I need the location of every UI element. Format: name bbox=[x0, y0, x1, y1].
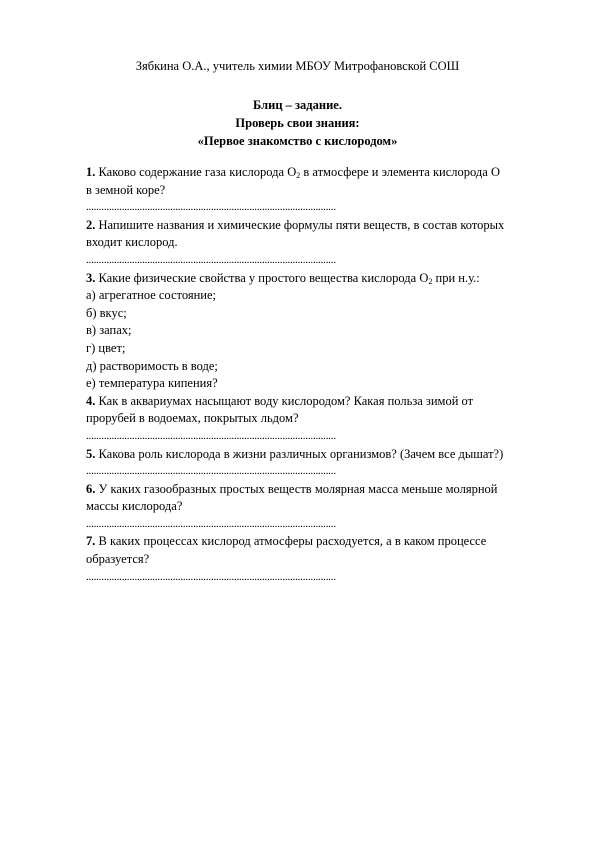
question-4-line-1 bbox=[86, 393, 556, 411]
question-text: В каких процессах кислород атмосферы расходуется, а в каком процессе bbox=[95, 534, 487, 549]
question-text: У каких газообразных простых веществ молярная масса меньше молярной bbox=[95, 481, 498, 496]
question-text: Какие физические свойства у простого вещества кислорода О bbox=[95, 270, 429, 285]
question-number: 1. bbox=[86, 165, 96, 179]
title-line-3: «Первое знакомство с кислородом» bbox=[197, 134, 398, 148]
question-7 bbox=[86, 533, 556, 586]
answer-line-1[interactable]: .................................................................................................. bbox=[86, 201, 336, 214]
question-text: Каково содержание газа кислорода О bbox=[95, 165, 297, 179]
answer-line-5[interactable]: .................................................................................................. bbox=[86, 465, 336, 478]
question-text: Как в аквариумах насыщают воду кислородом? Какая польза зимой от bbox=[95, 393, 474, 408]
question-6-line-1 bbox=[86, 481, 556, 499]
question-3-line-1 bbox=[86, 270, 556, 288]
answer-line-2[interactable]: .................................................................................................. bbox=[86, 253, 336, 266]
question-6-line-2: массы кислорода? bbox=[86, 499, 183, 514]
author-header: Зябкина О.А., учитель химии МБОУ Митрофановской СОШ bbox=[135, 59, 460, 73]
question-3 bbox=[86, 270, 556, 393]
question-3-item-c: в) запах; bbox=[86, 323, 132, 338]
question-text: Напишите названия и химические формулы пяти веществ, в состав которых bbox=[95, 217, 505, 232]
subscript: 2 bbox=[428, 276, 433, 286]
question-number: 6. bbox=[86, 481, 96, 496]
question-3-item-d: г) цвет; bbox=[86, 340, 126, 355]
subscript: 2 bbox=[296, 171, 301, 180]
questions-list bbox=[86, 164, 556, 586]
question-7-line-1 bbox=[86, 533, 556, 551]
question-3-item-f: е) температура кипения? bbox=[86, 376, 218, 391]
question-text: Какова роль кислорода в жизни различных организмов? (Зачем все дышат?) bbox=[95, 446, 504, 461]
answer-line-4[interactable]: .................................................................................................. bbox=[86, 429, 336, 442]
question-4 bbox=[86, 393, 556, 446]
question-5 bbox=[86, 446, 556, 481]
question-2-line-2: входит кислород. bbox=[86, 235, 178, 250]
title-line-2: Проверь свои знания: bbox=[235, 116, 360, 130]
question-number: 3. bbox=[86, 270, 96, 285]
question-1-line-2: в земной коре? bbox=[86, 182, 166, 197]
title-line-1: Блиц – задание. bbox=[253, 98, 342, 112]
question-5-line-1 bbox=[86, 446, 556, 464]
question-7-line-2: образуется? bbox=[86, 552, 150, 567]
question-1-line-1 bbox=[86, 164, 556, 182]
question-number: 2. bbox=[86, 217, 96, 232]
question-3-item-e: д) растворимость в воде; bbox=[86, 358, 218, 373]
answer-line-7[interactable]: .................................................................................................. bbox=[86, 570, 336, 583]
question-3-item-a: а) агрегатное состояние; bbox=[86, 288, 217, 303]
question-text: в атмосфере и элемента кислорода О bbox=[300, 165, 500, 179]
question-number: 5. bbox=[86, 446, 96, 461]
question-2-line-1 bbox=[86, 217, 556, 235]
title-block bbox=[0, 96, 595, 150]
answer-line-6[interactable]: .................................................................................................. bbox=[86, 517, 336, 530]
question-1 bbox=[86, 164, 556, 217]
question-number: 4. bbox=[86, 393, 96, 408]
question-number: 7. bbox=[86, 534, 96, 549]
question-2 bbox=[86, 217, 556, 270]
question-text: при н.у.: bbox=[432, 270, 480, 285]
question-4-line-2: прорубей в водоемах, покрытых льдом? bbox=[86, 411, 299, 426]
question-3-item-b: б) вкус; bbox=[86, 305, 127, 320]
question-6 bbox=[86, 481, 556, 534]
